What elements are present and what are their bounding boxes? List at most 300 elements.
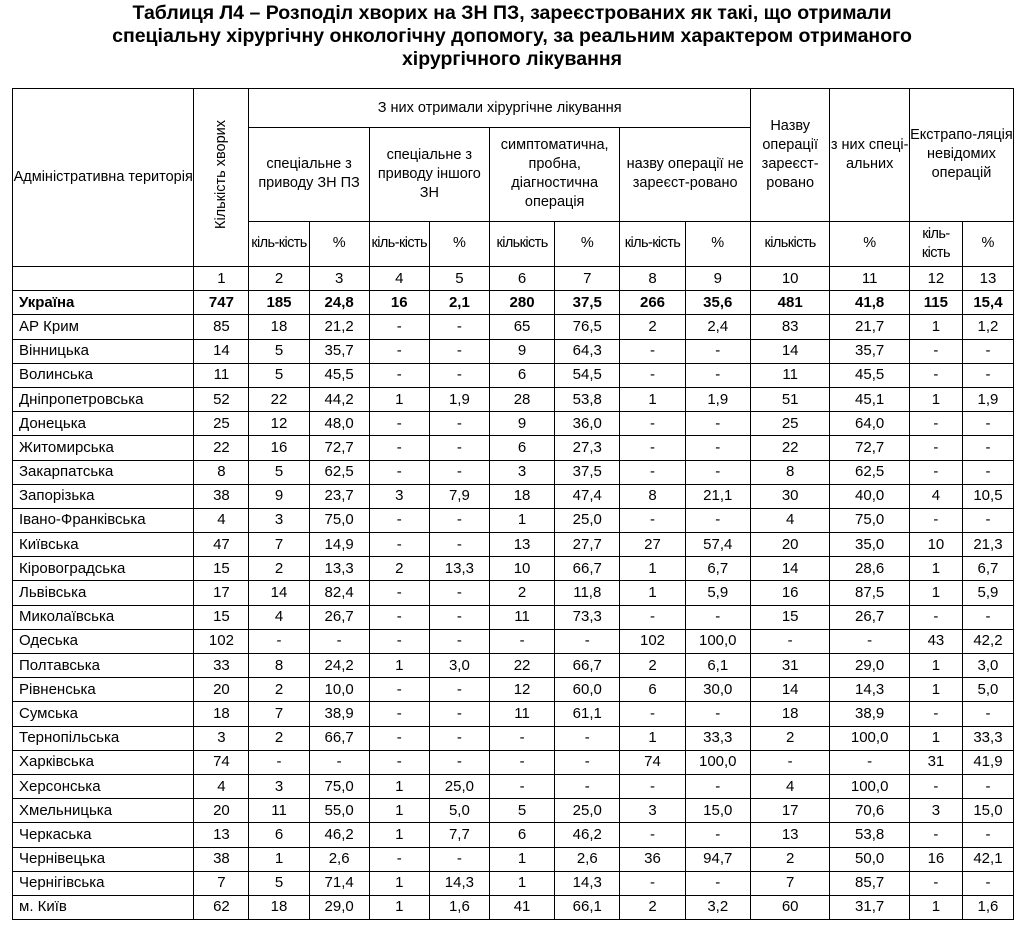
value-cell: - [620, 412, 685, 436]
value-cell: - [555, 726, 620, 750]
value-cell: - [429, 702, 489, 726]
subheader-count: кіль-кість [249, 221, 309, 266]
value-cell: 14,9 [309, 533, 369, 557]
value-cell: 94,7 [685, 847, 750, 871]
value-cell: 102 [194, 629, 249, 653]
value-cell: 60 [750, 895, 830, 919]
territory-name-cell: м. Київ [13, 895, 194, 919]
value-cell: 9 [489, 339, 554, 363]
value-cell: 1 [620, 581, 685, 605]
value-cell: 1 [909, 387, 962, 411]
subheader-count: кіль-кість [620, 221, 685, 266]
value-cell: 5 [249, 363, 309, 387]
value-cell: 21,2 [309, 315, 369, 339]
value-cell: 14 [750, 339, 830, 363]
value-cell: - [962, 412, 1013, 436]
value-cell: 74 [620, 750, 685, 774]
value-cell: 1 [620, 726, 685, 750]
value-cell: 45,1 [830, 387, 910, 411]
value-cell: - [620, 871, 685, 895]
value-cell: 7 [249, 702, 309, 726]
subheader-count: кіль-кість [369, 221, 429, 266]
value-cell: 3 [909, 799, 962, 823]
value-cell: 66,7 [555, 654, 620, 678]
value-cell: - [429, 436, 489, 460]
territory-name-cell: Кіровоградська [13, 557, 194, 581]
value-cell: 3 [249, 774, 309, 798]
table-row [13, 750, 1014, 774]
value-cell: 2 [620, 315, 685, 339]
value-cell: 4 [909, 484, 962, 508]
value-cell: 1,9 [685, 387, 750, 411]
table-row [13, 339, 1014, 363]
value-cell: 38,9 [830, 702, 910, 726]
value-cell: 85,7 [830, 871, 910, 895]
value-cell: 1 [620, 557, 685, 581]
value-cell: - [429, 678, 489, 702]
value-cell: 2,6 [555, 847, 620, 871]
column-number: 13 [962, 267, 1013, 291]
value-cell: 2 [620, 654, 685, 678]
value-cell: 37,5 [555, 460, 620, 484]
value-cell: 75,0 [830, 508, 910, 532]
value-cell: 18 [194, 702, 249, 726]
subheader-count: кількість [750, 221, 830, 266]
value-cell: 57,4 [685, 533, 750, 557]
value-cell: - [620, 436, 685, 460]
value-cell: - [685, 339, 750, 363]
value-cell: 266 [620, 291, 685, 315]
value-cell: 1 [489, 847, 554, 871]
header-extrapolation: Екстрапо-ляція невідомих операцій [909, 89, 1013, 222]
column-number: 8 [620, 267, 685, 291]
territory-name-cell: Київська [13, 533, 194, 557]
value-cell: 62 [194, 895, 249, 919]
value-cell: 46,2 [555, 823, 620, 847]
value-cell: 12 [249, 412, 309, 436]
value-cell: - [962, 774, 1013, 798]
territory-name-cell: Херсонська [13, 774, 194, 798]
value-cell: 44,2 [309, 387, 369, 411]
value-cell: 47 [194, 533, 249, 557]
value-cell: - [909, 774, 962, 798]
header-not-registered: назву операції не зареєст-ровано [620, 128, 751, 222]
value-cell: 4 [249, 605, 309, 629]
value-cell: 35,0 [830, 533, 910, 557]
value-cell: - [962, 363, 1013, 387]
value-cell: 10,5 [962, 484, 1013, 508]
value-cell: 22 [249, 387, 309, 411]
value-cell: 26,7 [309, 605, 369, 629]
value-cell: 7,9 [429, 484, 489, 508]
value-cell: 20 [194, 799, 249, 823]
value-cell: 42,1 [962, 847, 1013, 871]
value-cell: 1 [249, 847, 309, 871]
value-cell: 21,1 [685, 484, 750, 508]
value-cell: - [620, 508, 685, 532]
value-cell: 14 [750, 678, 830, 702]
value-cell: - [369, 412, 429, 436]
value-cell: 747 [194, 291, 249, 315]
value-cell: 30 [750, 484, 830, 508]
value-cell: 38 [194, 847, 249, 871]
value-cell: - [750, 750, 830, 774]
subheader-percent: % [685, 221, 750, 266]
value-cell: 45,5 [309, 363, 369, 387]
value-cell: 1 [909, 678, 962, 702]
territory-name-cell: Харківська [13, 750, 194, 774]
value-cell: 20 [194, 678, 249, 702]
value-cell: - [909, 605, 962, 629]
table-row [13, 363, 1014, 387]
value-cell: 22 [194, 436, 249, 460]
value-cell: 3 [249, 508, 309, 532]
table-title [0, 0, 1024, 86]
value-cell: 5,9 [685, 581, 750, 605]
value-cell: 29,0 [830, 654, 910, 678]
territory-name-cell: Закарпатська [13, 460, 194, 484]
value-cell: 1 [909, 557, 962, 581]
value-cell: 22 [489, 654, 554, 678]
value-cell: 1 [909, 654, 962, 678]
value-cell: - [685, 871, 750, 895]
value-cell: 62,5 [309, 460, 369, 484]
column-number: 2 [249, 267, 309, 291]
value-cell: 2 [369, 557, 429, 581]
value-cell: 9 [249, 484, 309, 508]
value-cell: 43 [909, 629, 962, 653]
column-number: 3 [309, 267, 369, 291]
value-cell: 8 [249, 654, 309, 678]
value-cell: - [909, 508, 962, 532]
value-cell: 24,8 [309, 291, 369, 315]
value-cell: 8 [620, 484, 685, 508]
value-cell: 16 [369, 291, 429, 315]
value-cell: 13 [194, 823, 249, 847]
subheader-percent: % [555, 221, 620, 266]
column-number: 4 [369, 267, 429, 291]
value-cell: 17 [194, 581, 249, 605]
header-registered-name: Назву операції зареєст-ровано [750, 89, 830, 222]
table-body [13, 291, 1014, 920]
value-cell: - [369, 339, 429, 363]
value-cell: 21,7 [830, 315, 910, 339]
value-cell: 3,0 [429, 654, 489, 678]
value-cell: 42,2 [962, 629, 1013, 653]
value-cell: 15 [194, 557, 249, 581]
value-cell: 41,8 [830, 291, 910, 315]
value-cell: 115 [909, 291, 962, 315]
value-cell: 33,3 [685, 726, 750, 750]
value-cell: 7 [194, 871, 249, 895]
value-cell: 1 [369, 823, 429, 847]
value-cell: 1 [489, 508, 554, 532]
value-cell: 35,6 [685, 291, 750, 315]
table-row [13, 895, 1014, 919]
value-cell: 5 [249, 460, 309, 484]
value-cell: 4 [750, 774, 830, 798]
value-cell: 51 [750, 387, 830, 411]
value-cell: - [369, 629, 429, 653]
value-cell: - [429, 581, 489, 605]
value-cell: 16 [909, 847, 962, 871]
value-cell: - [909, 363, 962, 387]
territory-name-cell: Івано-Франківська [13, 508, 194, 532]
value-cell: 62,5 [830, 460, 910, 484]
value-cell: 83 [750, 315, 830, 339]
value-cell: 73,3 [555, 605, 620, 629]
value-cell: 1 [489, 871, 554, 895]
value-cell: 8 [750, 460, 830, 484]
value-cell: 16 [750, 581, 830, 605]
value-cell: - [555, 629, 620, 653]
value-cell: 1 [369, 654, 429, 678]
value-cell: - [369, 436, 429, 460]
value-cell: 3 [489, 460, 554, 484]
value-cell: 1 [369, 774, 429, 798]
value-cell: - [369, 678, 429, 702]
territory-name-cell: Чернігівська [13, 871, 194, 895]
header-special-pz: спеціальне з приводу ЗН ПЗ [249, 128, 369, 222]
column-numbers-row [13, 267, 1014, 291]
value-cell: 4 [750, 508, 830, 532]
header-patients-label: Кількість хворих [212, 120, 229, 229]
table-row [13, 871, 1014, 895]
header-special-other: спеціальне з приводу іншого ЗН [369, 128, 489, 222]
value-cell: - [429, 750, 489, 774]
value-cell: 12 [489, 678, 554, 702]
value-cell: 28 [489, 387, 554, 411]
table-row [13, 412, 1014, 436]
value-cell: 35,7 [309, 339, 369, 363]
value-cell: - [555, 774, 620, 798]
value-cell: 75,0 [309, 774, 369, 798]
territory-name-cell: Запорізька [13, 484, 194, 508]
table-row [13, 847, 1014, 871]
value-cell: - [962, 508, 1013, 532]
value-cell: - [429, 605, 489, 629]
value-cell: 5,0 [962, 678, 1013, 702]
value-cell: 25,0 [429, 774, 489, 798]
table-row [13, 315, 1014, 339]
value-cell: 47,4 [555, 484, 620, 508]
value-cell: 481 [750, 291, 830, 315]
value-cell: - [962, 823, 1013, 847]
value-cell: 18 [249, 315, 309, 339]
value-cell: 5,9 [962, 581, 1013, 605]
value-cell: 1 [369, 799, 429, 823]
value-cell: 11,8 [555, 581, 620, 605]
value-cell: - [369, 726, 429, 750]
value-cell: - [489, 726, 554, 750]
value-cell: 14 [249, 581, 309, 605]
value-cell: 75,0 [309, 508, 369, 532]
value-cell: - [962, 871, 1013, 895]
value-cell: 102 [620, 629, 685, 653]
value-cell: - [369, 581, 429, 605]
value-cell: 100,0 [830, 774, 910, 798]
value-cell: 66,7 [555, 557, 620, 581]
value-cell: 64,0 [830, 412, 910, 436]
value-cell: 82,4 [309, 581, 369, 605]
value-cell: 8 [194, 460, 249, 484]
territory-name-cell: Одеська [13, 629, 194, 653]
value-cell: - [620, 339, 685, 363]
subheader-percent: % [830, 221, 910, 266]
value-cell: - [369, 460, 429, 484]
value-cell: 53,8 [555, 387, 620, 411]
value-cell: 15 [194, 605, 249, 629]
table-row [13, 508, 1014, 532]
table-row [13, 460, 1014, 484]
territory-name-cell: Сумська [13, 702, 194, 726]
value-cell: - [909, 460, 962, 484]
value-cell: 29,0 [309, 895, 369, 919]
subheader-percent: % [429, 221, 489, 266]
value-cell: - [369, 847, 429, 871]
value-cell: 85 [194, 315, 249, 339]
value-cell: 2 [249, 557, 309, 581]
column-number: 11 [830, 267, 910, 291]
value-cell: 5,0 [429, 799, 489, 823]
table-row [13, 387, 1014, 411]
value-cell: 72,7 [830, 436, 910, 460]
value-cell: 100,0 [685, 629, 750, 653]
value-cell: 3 [620, 799, 685, 823]
value-cell: 6 [489, 363, 554, 387]
column-number: 5 [429, 267, 489, 291]
value-cell: 35,7 [830, 339, 910, 363]
value-cell: - [489, 774, 554, 798]
value-cell: - [369, 363, 429, 387]
value-cell: 2,1 [429, 291, 489, 315]
value-cell: - [369, 533, 429, 557]
table-row [13, 605, 1014, 629]
value-cell: 41 [489, 895, 554, 919]
value-cell: 24,2 [309, 654, 369, 678]
value-cell: - [429, 726, 489, 750]
value-cell: 28,6 [830, 557, 910, 581]
value-cell: - [429, 315, 489, 339]
value-cell: - [369, 605, 429, 629]
value-cell: 54,5 [555, 363, 620, 387]
header-surgical-group: З них отримали хірургічне лікування [249, 89, 750, 128]
value-cell: 6,7 [962, 557, 1013, 581]
value-cell: - [369, 508, 429, 532]
value-cell: - [309, 629, 369, 653]
territory-name-cell: Волинська [13, 363, 194, 387]
value-cell: 2,6 [309, 847, 369, 871]
value-cell: 53,8 [830, 823, 910, 847]
value-cell: 37,5 [555, 291, 620, 315]
table-row [13, 799, 1014, 823]
value-cell: 7,7 [429, 823, 489, 847]
value-cell: 10,0 [309, 678, 369, 702]
value-cell: 15,4 [962, 291, 1013, 315]
value-cell: 13,3 [429, 557, 489, 581]
value-cell: 72,7 [309, 436, 369, 460]
value-cell: 48,0 [309, 412, 369, 436]
table-row [13, 774, 1014, 798]
value-cell: 10 [909, 533, 962, 557]
territory-name-cell: Львівська [13, 581, 194, 605]
value-cell: - [429, 460, 489, 484]
value-cell: - [249, 750, 309, 774]
territory-name-cell: Хмельницька [13, 799, 194, 823]
value-cell: 70,6 [830, 799, 910, 823]
table-row [13, 581, 1014, 605]
value-cell: 3,2 [685, 895, 750, 919]
value-cell: 7 [249, 533, 309, 557]
value-cell: - [685, 363, 750, 387]
value-cell: - [620, 823, 685, 847]
value-cell: 13,3 [309, 557, 369, 581]
value-cell: - [429, 508, 489, 532]
value-cell: - [685, 774, 750, 798]
value-cell: 3,0 [962, 654, 1013, 678]
value-cell: 27,3 [555, 436, 620, 460]
table-row [13, 654, 1014, 678]
value-cell: 36 [620, 847, 685, 871]
value-cell: 87,5 [830, 581, 910, 605]
value-cell: 15,0 [685, 799, 750, 823]
territory-name-cell: Вінницька [13, 339, 194, 363]
value-cell: 18 [750, 702, 830, 726]
value-cell: 26,7 [830, 605, 910, 629]
value-cell: 38,9 [309, 702, 369, 726]
value-cell: 27 [620, 533, 685, 557]
subheader-percent: % [962, 221, 1013, 266]
value-cell: 31 [750, 654, 830, 678]
value-cell: 1,6 [429, 895, 489, 919]
value-cell: - [685, 412, 750, 436]
value-cell: 23,7 [309, 484, 369, 508]
value-cell: 1 [369, 895, 429, 919]
value-cell: 1 [620, 387, 685, 411]
territory-name-cell: АР Крим [13, 315, 194, 339]
value-cell: - [909, 412, 962, 436]
value-cell: 25 [750, 412, 830, 436]
value-cell: 18 [489, 484, 554, 508]
value-cell: - [909, 436, 962, 460]
column-number: 1 [194, 267, 249, 291]
value-cell: 36,0 [555, 412, 620, 436]
territory-name-cell: Житомирська [13, 436, 194, 460]
header-patients [194, 89, 249, 267]
value-cell: - [962, 605, 1013, 629]
table-row [13, 484, 1014, 508]
value-cell: 27,7 [555, 533, 620, 557]
value-cell: - [429, 847, 489, 871]
value-cell: 1 [909, 895, 962, 919]
header-symptomatic: симптоматична, пробна, діагностична операція [489, 128, 619, 222]
value-cell: 33,3 [962, 726, 1013, 750]
value-cell: 66,1 [555, 895, 620, 919]
value-cell: 15,0 [962, 799, 1013, 823]
value-cell: 7 [750, 871, 830, 895]
title-line-3: хірургічного лікування [401, 48, 623, 70]
column-number: 7 [555, 267, 620, 291]
value-cell: 1 [909, 581, 962, 605]
territory-name-cell: Україна [13, 291, 194, 315]
value-cell: 14,3 [830, 678, 910, 702]
value-cell: 71,4 [309, 871, 369, 895]
territory-name-cell: Донецька [13, 412, 194, 436]
value-cell: 22 [750, 436, 830, 460]
value-cell: 38 [194, 484, 249, 508]
value-cell: 41,9 [962, 750, 1013, 774]
value-cell: - [555, 750, 620, 774]
